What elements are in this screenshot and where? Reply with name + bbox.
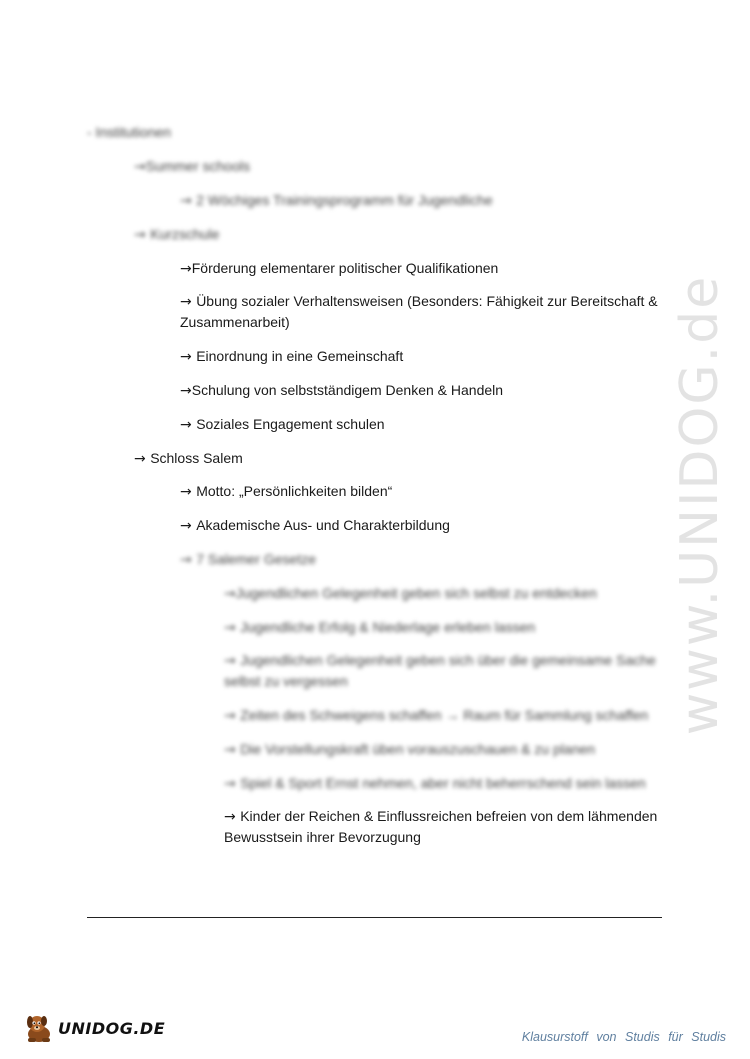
line-uebung (180, 291, 658, 313)
line-gesetz-6 (224, 773, 646, 795)
line-salemer-gesetze (180, 549, 316, 571)
arrow-icon: → (180, 193, 197, 209)
arrow-icon: → (180, 261, 192, 277)
line-gesetz-5 (224, 739, 595, 761)
arrow-icon: → (224, 708, 241, 724)
line-trainingsprogramm (180, 190, 493, 212)
logo-text: UNIDOG.DE (58, 1018, 166, 1038)
line-text: Einordnung in eine Gemeinschaft (196, 348, 404, 364)
line-text: Schloss Salem (150, 450, 243, 466)
line-gesetz-2 (224, 617, 535, 639)
line-text: Akademische Aus- und Charakterbildung (196, 517, 450, 533)
arrow-icon: → (134, 227, 151, 243)
line-akademische (180, 515, 450, 537)
line-uebung-cont (180, 312, 290, 333)
line-gesetz-3-cont (224, 671, 348, 692)
line-text: Spiel & Sport Ernst nehmen, aber nicht beherrschend sein lassen (240, 775, 646, 791)
arrow-icon: → (224, 653, 241, 669)
line-summer-schools (134, 156, 250, 178)
line-text: Jugendlichen Gelegenheit geben sich über die gemeinsame Sache (240, 652, 656, 668)
arrow-icon: → (224, 776, 241, 792)
line-gesetz-7 (224, 806, 657, 828)
line-text: Jugendlichen Gelegenheit geben sich selbst zu entdecken (235, 585, 597, 601)
arrow-icon: → (180, 417, 197, 433)
arrow-icon: → (224, 620, 241, 636)
line-text: Motto: „Persönlichkeiten bilden“ (196, 483, 393, 499)
line-text: Soziales Engagement schulen (196, 416, 385, 432)
arrow-icon: → (180, 484, 197, 500)
footer-tagline: Klausurstoff von Studis für Studis (521, 1030, 726, 1044)
line-text: Bewusstsein ihrer Bevorzugung (224, 829, 421, 845)
line-gesetz-1 (224, 583, 597, 605)
line-motto (180, 481, 392, 503)
arrow-icon: → (180, 294, 197, 310)
arrow-icon: → (134, 159, 146, 175)
line-text: Jugendliche Erfolg & Niederlage erleben lassen (240, 619, 536, 635)
line-einordnung (180, 346, 403, 368)
line-gesetz-4 (224, 705, 648, 727)
arrow-icon: → (224, 742, 241, 758)
watermark-text: www.UNIDOG.de (670, 274, 730, 736)
line-foerderung (180, 258, 498, 280)
arrow-icon: → (180, 552, 197, 568)
line-text: Summer schools (145, 158, 250, 174)
line-text: 2 Wöchiges Trainingsprogramm für Jugendliche (196, 192, 493, 208)
line-text: Kurzschule (150, 226, 220, 242)
line-schulung (180, 380, 503, 402)
line-gesetz-7-cont (224, 827, 421, 848)
line-soziales (180, 414, 385, 436)
line-text: Schulung von selbstständigem Denken & Handeln (191, 382, 504, 398)
line-text: Zusammenarbeit) (180, 314, 290, 330)
footer-divider (87, 917, 662, 918)
line-text: selbst zu vergessen (224, 673, 348, 689)
arrow-icon: → (180, 518, 197, 534)
line-institutionen (87, 122, 171, 143)
arrow-icon: → (134, 451, 151, 467)
arrow-icon: → (180, 383, 192, 399)
watermark (650, 270, 750, 740)
arrow-icon: → (224, 809, 241, 825)
line-text: Übung sozialer Verhaltensweisen (Besonders: Fähigkeit zur Bereitschaft & (196, 293, 658, 309)
line-text: Zeiten des Schweigens schaffen → Raum für Sammlung schaffen (240, 707, 649, 723)
unidog-logo[interactable] (22, 1012, 165, 1044)
line-text: 7 Salemer Gesetze (196, 551, 317, 567)
line-text: Kinder der Reichen & Einflussreichen befreien von dem lähmenden (240, 808, 658, 824)
line-text: Die Vorstellungskraft üben vorauszuschauen & zu planen (240, 741, 596, 757)
line-gesetz-3 (224, 650, 656, 672)
arrow-icon: → (180, 349, 197, 365)
line-kurzschule (134, 224, 219, 246)
line-text: Förderung elementarer politischer Qualifikationen (191, 260, 499, 276)
dog-mascot-icon (22, 1012, 56, 1044)
arrow-icon: → (224, 586, 236, 602)
line-schloss-salem (134, 448, 243, 470)
line-text: - Institutionen (87, 124, 172, 140)
